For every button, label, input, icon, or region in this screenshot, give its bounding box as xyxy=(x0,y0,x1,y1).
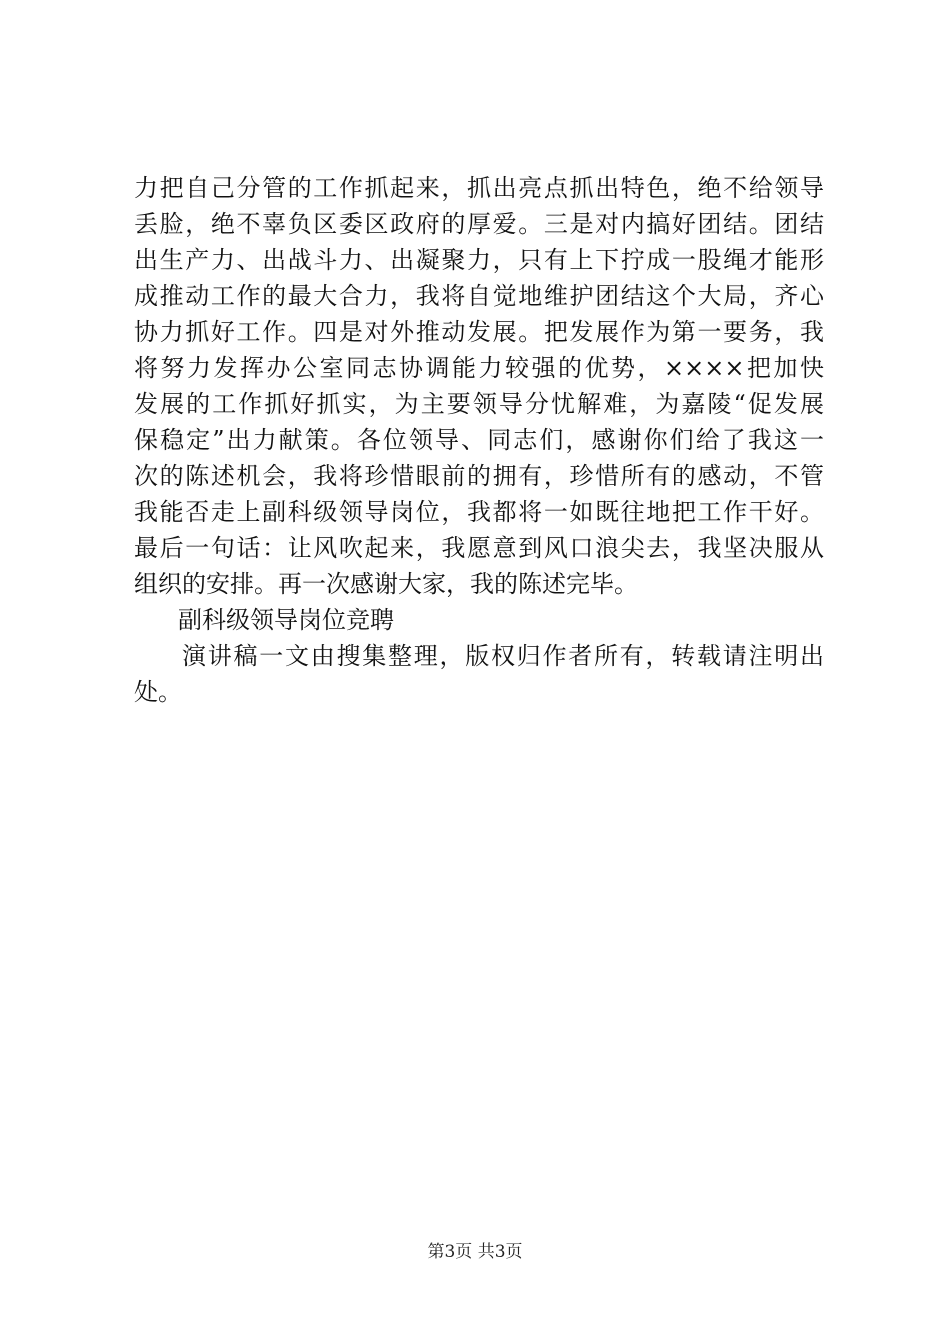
body-line: 发展的工作抓好抓实，为主要领导分忧解难，为嘉陵“促发展 xyxy=(134,390,824,418)
body-line: 丢脸，绝不辜负区委区政府的厚爱。三是对内搞好团结。团结 xyxy=(134,210,824,238)
body-line: 力把自己分管的工作抓起来，抓出亮点抓出特色，绝不给领导 xyxy=(134,174,824,202)
body-line: 出生产力、出战斗力、出凝聚力，只有上下拧成一股绳才能形 xyxy=(134,246,824,274)
copyright-note-line: 处。 xyxy=(134,678,182,706)
body-line: 组织的安排。再一次感谢大家，我的陈述完毕。 xyxy=(134,570,638,598)
copyright-note-line: 演讲稿一文由搜集整理，版权归作者所有，转载请注明出 xyxy=(182,642,824,670)
body-line: 我能否走上副科级领导岗位，我都将一如既往地把工作干好。 xyxy=(134,498,824,526)
body-line: 次的陈述机会，我将珍惜眼前的拥有，珍惜所有的感动，不管 xyxy=(134,462,824,490)
page-footer: 第3页 共3页 xyxy=(427,1242,523,1262)
body-line: 将努力发挥办公室同志协调能力较强的优势，××××把加快 xyxy=(134,354,824,382)
body-line: 成推动工作的最大合力，我将自觉地维护团结这个大局，齐心 xyxy=(134,282,824,310)
body-line: 协力抓好工作。四是对外推动发展。把发展作为第一要务，我 xyxy=(134,318,824,346)
section-title: 副科级领导岗位竞聘 xyxy=(178,606,394,634)
body-line: 保稳定”出力献策。各位领导、同志们，感谢你们给了我这一 xyxy=(134,426,824,454)
body-text xyxy=(134,170,824,710)
body-line: 最后一句话：让风吹起来，我愿意到风口浪尖去，我坚决服从 xyxy=(134,534,824,562)
